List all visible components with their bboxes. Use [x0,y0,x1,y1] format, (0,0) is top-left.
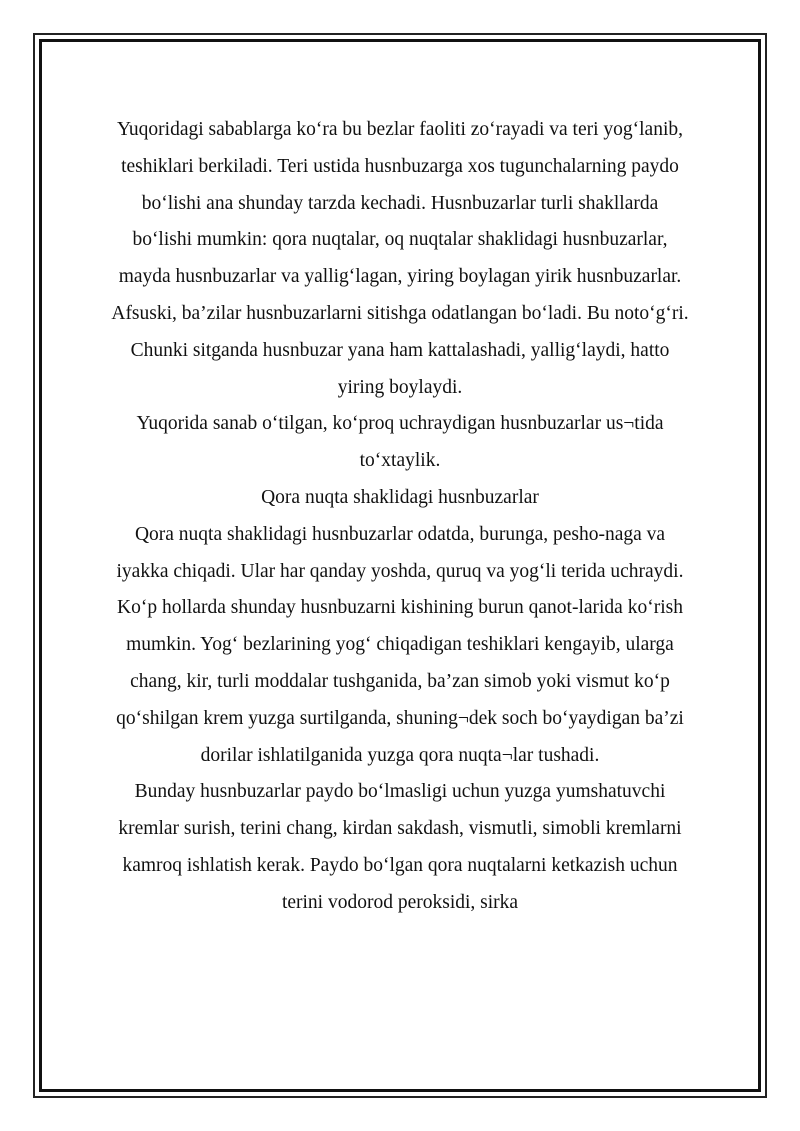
paragraph-causes: Yuqoridagi sabablarga ko‘ra bu bezlar faoliti zo‘rayadi va teri yog‘lanib, teshiklari berkiladi. Teri ustida husnbuzarga xos tugunchalarning paydo bo‘lishi ana shunday tarzda kechadi. Husnbuzarlar turli shakllarda bo‘lishi mumkin: qora nuqtalar, oq nuqtalar shaklidagi husnbuzarlar, mayda husnbuzarlar va yallig‘lagan, yiring boylagan yirik husnbuzarlar. Afsuski, ba’zilar husnbuzarlarni sitishga odatlangan bo‘ladi. Bu noto‘g‘ri. Chunki sitganda husnbuzar yana ham kattalashadi, yallig‘laydi, hatto yiring boylaydi. [111,119,689,398]
paragraph-intro: Yuqorida sanab o‘tilgan, ko‘proq uchraydigan husnbuzarlar us¬tida to‘xtaylik. [136,413,664,472]
document-body [110,112,690,922]
paragraph-blackheads: Qora nuqta shaklidagi husnbuzarlar odatda, burunga, pesho-naga va iyakka chiqadi. Ular har qanday yoshda, quruq va yog‘li terida uchraydi. Ko‘p hollarda shunday husnbuzarni kishining burun qanot-larida ko‘rish mumkin. Yog‘ bezlarining yog‘ chiqadigan teshiklari kengayib, ularga chang, kir, turli moddalar tushganida, ba’zan simob yoki vismut ko‘p qo‘shilgan krem yuzga surtilganda, shuning¬dek soch bo‘yaydigan ba’zi dorilar ishlatilganida yuzga qora nuqta¬lar tushadi. [116,523,684,766]
section-heading: Qora nuqta shaklidagi husnbuzarlar [261,486,539,508]
paragraph-prevention: Bunday husnbuzarlar paydo bo‘lmasligi uchun yuzga yumshatuvchi kremlar surish, terini chang, kirdan sakdash, vismutli, simobli kremlarni kamroq ishlatish kerak. Paydo bo‘lgan qora nuqtalarni ketkazish uchun terini vodorod peroksidi, sirka [118,781,682,913]
